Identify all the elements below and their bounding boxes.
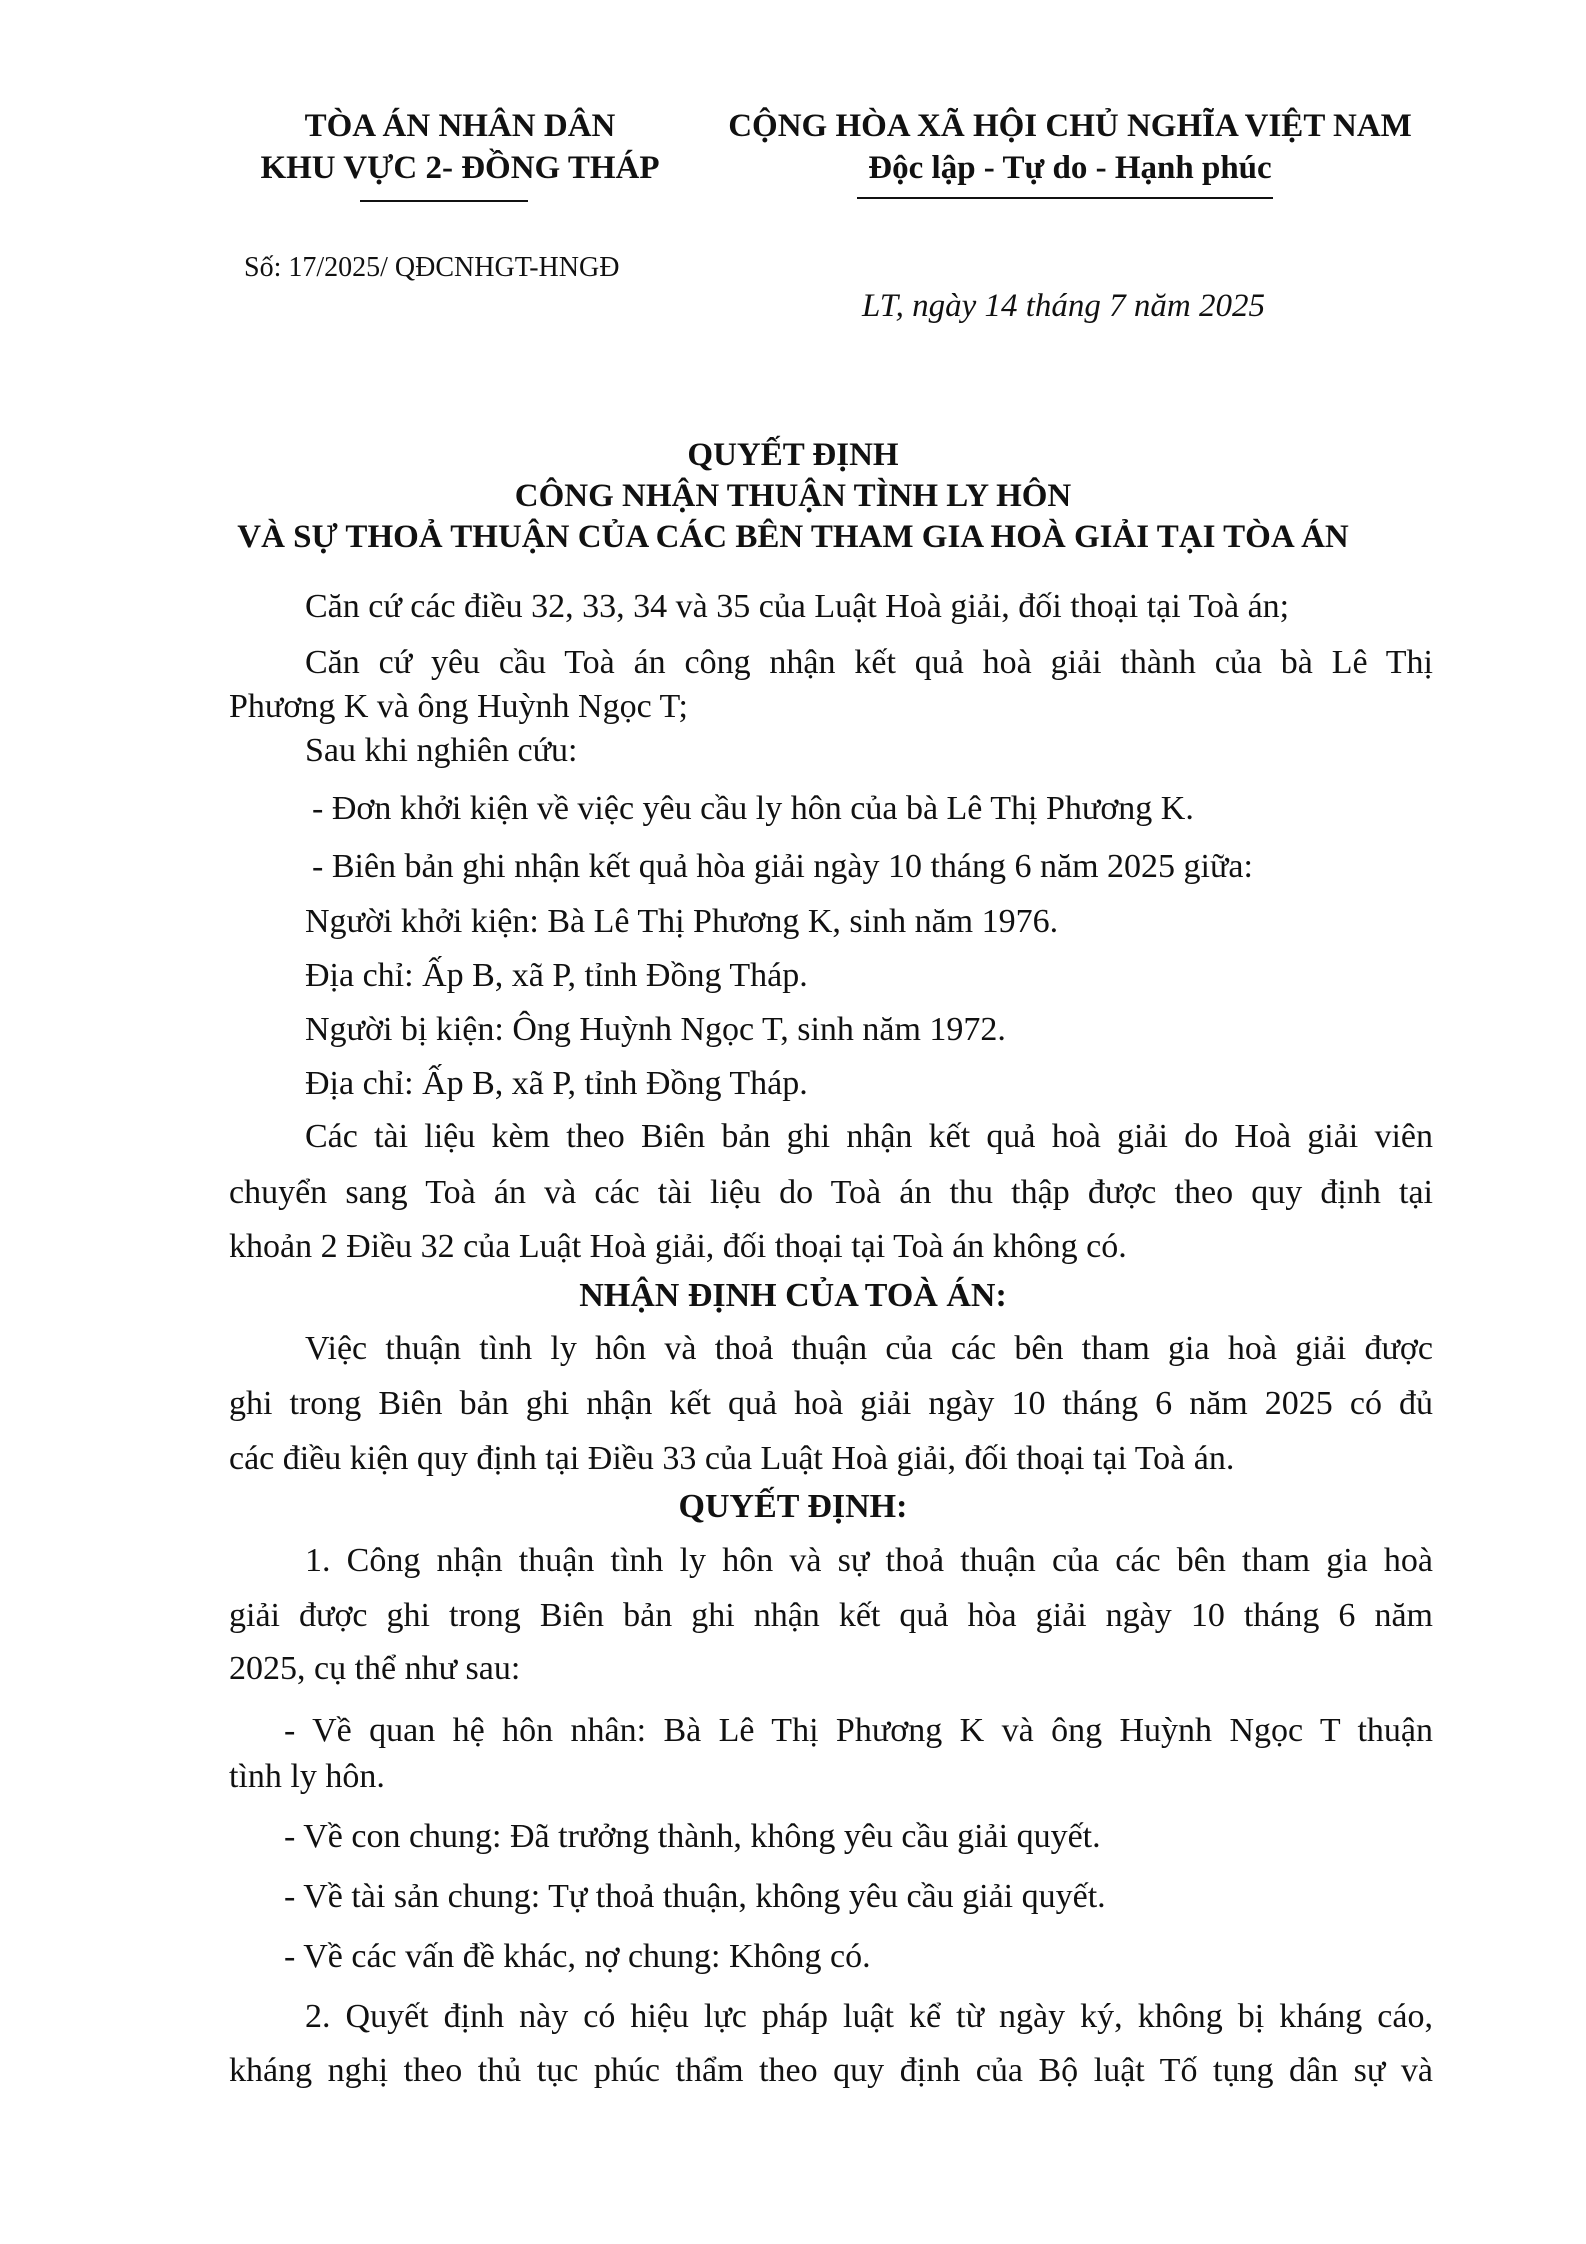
document-subtitle-1: CÔNG NHẬN THUẬN TÌNH LY HÔN	[514, 478, 1072, 514]
study-intro: Sau khi nghiên cứu:	[305, 732, 578, 769]
section-court-assessment: NHẬN ĐỊNH CỦA TOÀ ÁN:	[579, 1277, 1007, 1314]
plaintiff-address: Địa chỉ: Ấp B, xã P, tỉnh Đồng Tháp.	[305, 957, 808, 994]
court-underline	[360, 200, 528, 202]
study-item-1: - Đơn khởi kiện về việc yêu cầu ly hôn của bà Lê Thị Phương K.	[312, 790, 1194, 827]
property-item: - Về tài sản chung: Tự thoả thuận, không yêu cầu giải quyết.	[284, 1878, 1106, 1915]
document-subtitle-2: VÀ SỰ THOẢ THUẬN CỦA CÁC BÊN THAM GIA HOÀ GIẢI TẠI TÒA ÁN	[237, 519, 1349, 555]
decision-1c: 2025, cụ thể như sau:	[229, 1650, 521, 1687]
document-title: QUYẾT ĐỊNH	[687, 437, 899, 473]
assessment-1: Việc thuận tình ly hôn và thoả thuận của các bên tham gia hoà giải được	[305, 1330, 1433, 1367]
nation-motto: Độc lập - Tự do - Hạnh phúc	[868, 150, 1272, 186]
plaintiff: Người khởi kiện: Bà Lê Thị Phương K, sinh năm 1976.	[305, 903, 1059, 940]
nation-name: CỘNG HÒA XÃ HỘI CHỦ NGHĨA VIỆT NAM	[728, 108, 1412, 144]
section-decision: QUYẾT ĐỊNH:	[678, 1488, 908, 1525]
court-name-line2: KHU VỰC 2- ĐỒNG THÁP	[260, 150, 660, 186]
decision-2a: 2. Quyết định này có hiệu lực pháp luật kể từ ngày ký, không bị kháng cáo,	[305, 1998, 1433, 2035]
defendant: Người bị kiện: Ông Huỳnh Ngọc T, sinh năm 1972.	[305, 1011, 1006, 1048]
decision-2b: kháng nghị theo thủ tục phúc thẩm theo quy định của Bộ luật Tố tụng dân sự và	[229, 2052, 1433, 2089]
document-date: LT, ngày 14 tháng 7 năm 2025	[862, 288, 1265, 324]
document-number: Số: 17/2025/ QĐCNHGT-HNGĐ	[244, 252, 620, 283]
legal-basis-2: Căn cứ yêu cầu Toà án công nhận kết quả hoà giải thành của bà Lê Thị	[305, 644, 1433, 681]
attachments-3: khoản 2 Điều 32 của Luật Hoà giải, đối thoại tại Toà án không có.	[229, 1228, 1127, 1265]
children-item: - Về con chung: Đã trưởng thành, không yêu cầu giải quyết.	[284, 1818, 1101, 1855]
marriage-item: - Về quan hệ hôn nhân: Bà Lê Thị Phương K và ông Huỳnh Ngọc T thuận	[284, 1712, 1433, 1749]
assessment-2: ghi trong Biên bản ghi nhận kết quả hoà giải ngày 10 tháng 6 năm 2025 có đủ	[229, 1385, 1433, 1422]
court-name-line1: TÒA ÁN NHÂN DÂN	[304, 108, 616, 144]
legal-basis-2-cont: Phương K và ông Huỳnh Ngọc T;	[229, 688, 688, 725]
study-item-2: - Biên bản ghi nhận kết quả hòa giải ngày 10 tháng 6 năm 2025 giữa:	[312, 848, 1253, 885]
assessment-3: các điều kiện quy định tại Điều 33 của Luật Hoà giải, đối thoại tại Toà án.	[229, 1440, 1235, 1477]
defendant-address: Địa chỉ: Ấp B, xã P, tỉnh Đồng Tháp.	[305, 1065, 808, 1102]
attachments-1: Các tài liệu kèm theo Biên bản ghi nhận kết quả hoà giải do Hoà giải viên	[305, 1118, 1433, 1155]
attachments-2: chuyển sang Toà án và các tài liệu do Toà án thu thập được theo quy định tại	[229, 1174, 1433, 1211]
marriage-item-cont: tình ly hôn.	[229, 1758, 385, 1795]
legal-basis-1: Căn cứ các điều 32, 33, 34 và 35 của Luật Hoà giải, đối thoại tại Toà án;	[305, 588, 1290, 625]
other-item: - Về các vấn đề khác, nợ chung: Không có.	[284, 1938, 871, 1975]
decision-1b: giải được ghi trong Biên bản ghi nhận kết quả hòa giải ngày 10 tháng 6 năm	[229, 1597, 1433, 1634]
decision-1a: 1. Công nhận thuận tình ly hôn và sự thoả thuận của các bên tham gia hoà	[305, 1542, 1433, 1579]
motto-underline	[857, 197, 1273, 199]
